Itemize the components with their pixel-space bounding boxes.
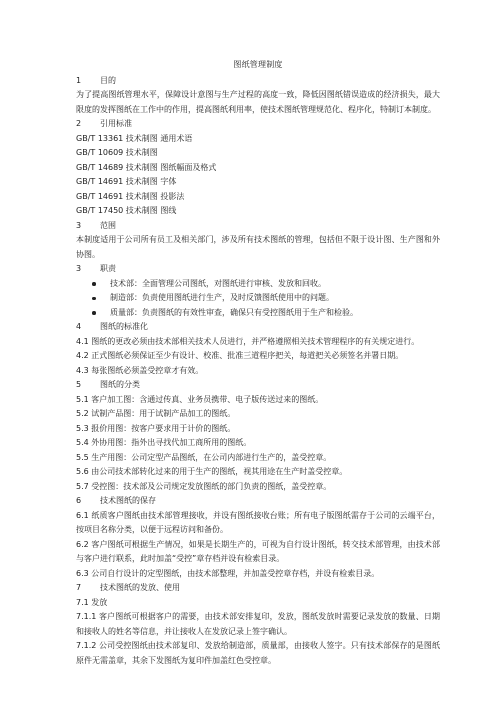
clause: 5.6 由公司技术部转化过来的用于生产的图纸，视其用途在生产时盖受控章。 [76,467,348,476]
clause: 6.3 公司自行设计的定型图纸，由技术部整理，并加盖受控章存档，并设有检索目录。 [76,568,380,578]
section-heading-scope [76,219,440,234]
section-heading-purpose [76,74,440,89]
section-title: 技术图纸的保存 [100,496,156,505]
purpose-paragraph: 为了提高图纸管理水平，保障设计意图与生产过程的高度一致，降低因图纸错误造成的经济损失，最大限度的发挥图纸在工作中的作用，提高图纸利用率，使技术图纸管理规范化、程序化，特制订本制度。 [76,90,440,114]
section-number: 3 [76,264,82,273]
section-heading-storage [76,494,440,509]
section-title: 技术图纸的发放、使用 [100,583,180,592]
clause: 5.7 受控图：技术部及公司规定发放图纸的部门负责的图纸，盖受控章。 [76,481,332,491]
clause: 5.3 报价用图：按客户要求用于计价的图纸。 [76,423,236,433]
clause: 4.2 正式图纸必须保证至少有设计、校准、批准三道程序把关，每道把关必须签名并署日期。 [76,351,404,360]
clause: 6.2 客户图纸可根据生产情况，如果是长期生产的，可视为自行设计图纸，转交技术部管理，由技术部与客户进行联系，此时加盖“受控”章存档并设有检索目录。 [76,539,440,563]
section-number: 6 [76,496,82,505]
clause: 4.1 图纸的更改必须由技术部相关技术人员进行，并严格遵照相关技术管理程序的有关规定进行。 [76,336,420,346]
clause: 4.3 每张图纸必须盖受控章才有效。 [76,365,204,375]
responsibility-list [76,277,440,321]
standard-line: GB/T 10609 技术制图 [76,148,158,157]
section-heading-standardization [76,320,440,335]
section-number: 7 [76,583,82,592]
clause: 7.1.1 客户图纸可根据客户的需要，由技术部安排复印，发放，图纸发放时需要记录发放的数量、日期和接收人的姓名等信息，并让接收人在发放记录上签字确认。 [76,612,440,636]
section-title: 范围 [100,220,116,230]
scope-paragraph: 本制度适用于公司所有员工及相关部门，涉及所有技术图纸的管理，包括但不限于设计图、生产图和外协图。 [76,235,440,259]
list-item: 技术部：全面管理公司图纸，对图纸进行审核、发放和回收。 [76,277,440,292]
section-number: 4 [76,322,82,331]
list-item: 制造部：负责使用图纸进行生产，及时反馈图纸使用中的问题。 [76,291,440,306]
section-heading-classification [76,378,440,393]
clause: 7.1.2 公司受控图纸由技术部复印、发放给制造部，质量部，由接收人签字。只有技术部保存的是图纸原件无需盖章，其余下发图纸为复印件加盖红色受控章。 [76,641,440,665]
section-heading-standards [76,117,440,132]
section-title: 职责 [100,264,116,273]
standard-line: GB/T 14689 技术制图 图纸幅面及格式 [76,162,217,172]
standard-line: GB/T 14691 技术制图 字体 [76,177,177,186]
section-title: 目的 [100,75,116,85]
standard-line: GB/T 13361 技术制图 通用术语 [76,133,193,143]
clause: 6.1 纸质客户图纸由技术部管理接收，并设有图纸接收台账；所有电子版图纸需存于公司的云端平台，按项目名称分类，以便于远程访问和备份。 [76,510,440,534]
clause: 5.4 外协用图：指外出寻找代加工商所用的图纸。 [76,438,252,447]
document-title: 图纸管理制度 [233,60,283,69]
clause: 7.1 发放 [76,597,108,607]
section-number: 1 [76,75,82,85]
section-number: 5 [76,380,82,389]
section-title: 图纸的分类 [100,380,140,389]
section-heading-distribution [76,581,440,596]
standard-line: GB/T 14691 技术制图 投影法 [76,191,185,201]
clause: 5.2 试制产品图：用于试制产品加工的图纸。 [76,409,236,418]
clause: 5.5 生产用图：公司定型产品图纸，在公司内部进行生产的，盖受控章。 [76,452,332,462]
section-title: 引用标准 [100,119,132,128]
section-heading-responsibilities [76,262,440,277]
section-title: 图纸的标准化 [100,322,148,331]
list-item: 质量部：负责图纸的有效性审查，确保只有受控图纸用于生产和检验。 [76,306,440,321]
standard-line: GB/T 17450 技术制图 图线 [76,206,177,215]
section-number: 2 [76,119,82,128]
clause: 5.1 客户加工图：含通过传真、业务员携带、电子版传送过来的图纸。 [76,394,324,404]
section-number: 3 [76,220,82,230]
